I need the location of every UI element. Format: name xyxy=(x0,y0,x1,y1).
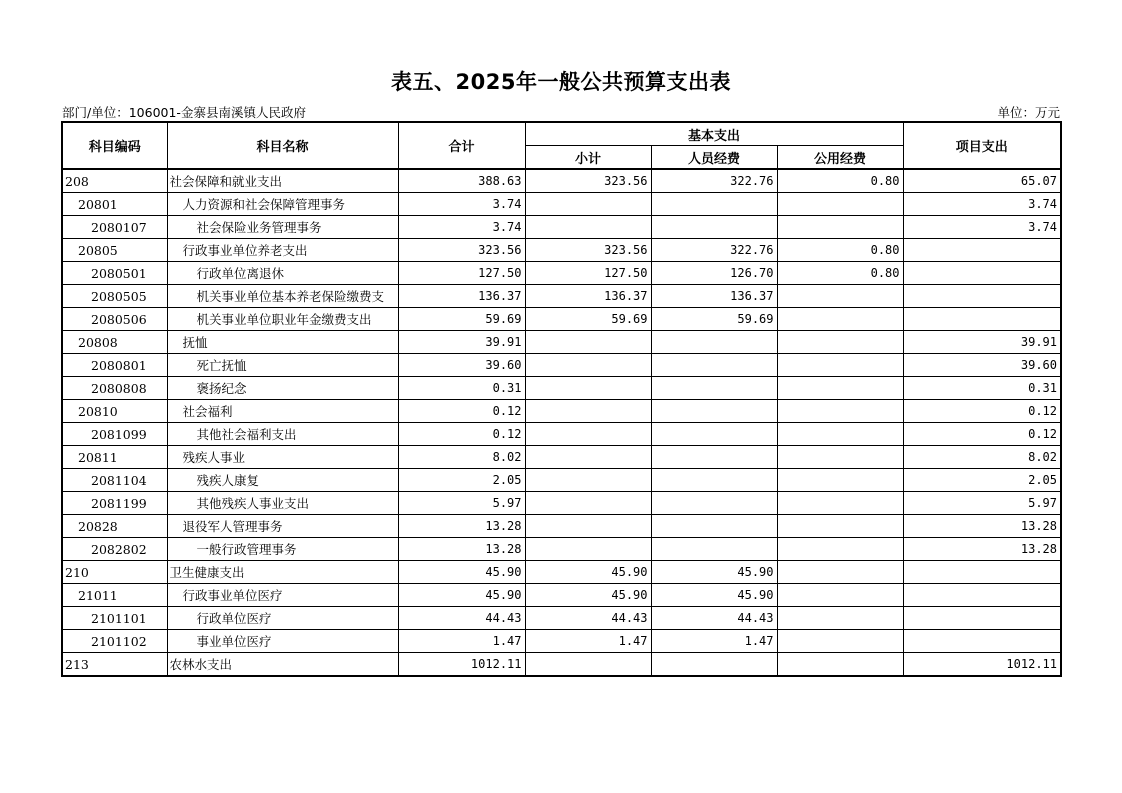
table-body xyxy=(62,169,1061,676)
unit-label: 单位：万元 xyxy=(997,105,1060,120)
cell-total: 5.97 xyxy=(398,492,525,515)
cell-personnel xyxy=(651,492,777,515)
cell-subtotal xyxy=(525,354,651,377)
table-row xyxy=(62,561,1061,584)
cell-personnel: 136.37 xyxy=(651,285,777,308)
cell-public: 0.80 xyxy=(777,262,903,285)
cell-total: 3.74 xyxy=(398,193,525,216)
cell-subtotal: 45.90 xyxy=(525,561,651,584)
cell-public xyxy=(777,515,903,538)
table-row xyxy=(62,584,1061,607)
cell-code: 2101102 xyxy=(62,630,167,653)
cell-subtotal: 59.69 xyxy=(525,308,651,331)
cell-personnel xyxy=(651,469,777,492)
table-row xyxy=(62,469,1061,492)
table-row xyxy=(62,216,1061,239)
cell-code: 2080808 xyxy=(62,377,167,400)
table-row xyxy=(62,607,1061,630)
cell-total: 3.74 xyxy=(398,216,525,239)
table-row xyxy=(62,331,1061,354)
cell-project: 3.74 xyxy=(903,193,1061,216)
cell-public xyxy=(777,377,903,400)
cell-public xyxy=(777,423,903,446)
cell-name: 残疾人事业 xyxy=(167,446,398,469)
cell-code: 20810 xyxy=(62,400,167,423)
cell-code: 2101101 xyxy=(62,607,167,630)
cell-name: 人力资源和社会保障管理事务 xyxy=(167,193,398,216)
cell-subtotal xyxy=(525,492,651,515)
cell-total: 39.91 xyxy=(398,331,525,354)
cell-subtotal xyxy=(525,400,651,423)
cell-name: 社会福利 xyxy=(167,400,398,423)
cell-public xyxy=(777,216,903,239)
cell-project xyxy=(903,308,1061,331)
cell-project xyxy=(903,239,1061,262)
cell-public xyxy=(777,285,903,308)
cell-name: 其他残疾人事业支出 xyxy=(167,492,398,515)
cell-total: 45.90 xyxy=(398,561,525,584)
table-row xyxy=(62,400,1061,423)
table-row xyxy=(62,423,1061,446)
cell-code: 2080801 xyxy=(62,354,167,377)
table-row xyxy=(62,630,1061,653)
cell-project: 8.02 xyxy=(903,446,1061,469)
cell-project: 3.74 xyxy=(903,216,1061,239)
cell-subtotal: 323.56 xyxy=(525,169,651,193)
cell-code: 2080506 xyxy=(62,308,167,331)
cell-subtotal xyxy=(525,423,651,446)
cell-total: 388.63 xyxy=(398,169,525,193)
cell-personnel xyxy=(651,538,777,561)
cell-public xyxy=(777,607,903,630)
cell-subtotal: 1.47 xyxy=(525,630,651,653)
page-title: 表五、2025年一般公共预算支出表 xyxy=(391,70,731,94)
cell-project: 1012.11 xyxy=(903,653,1061,677)
cell-personnel: 45.90 xyxy=(651,584,777,607)
table-row xyxy=(62,515,1061,538)
cell-subtotal xyxy=(525,193,651,216)
cell-subtotal: 136.37 xyxy=(525,285,651,308)
cell-name: 褒扬纪念 xyxy=(167,377,398,400)
cell-project: 2.05 xyxy=(903,469,1061,492)
table-row xyxy=(62,354,1061,377)
cell-total: 8.02 xyxy=(398,446,525,469)
cell-personnel xyxy=(651,377,777,400)
cell-code: 2081104 xyxy=(62,469,167,492)
cell-subtotal xyxy=(525,515,651,538)
cell-total: 2.05 xyxy=(398,469,525,492)
cell-personnel: 322.76 xyxy=(651,239,777,262)
cell-project: 0.12 xyxy=(903,400,1061,423)
cell-public xyxy=(777,308,903,331)
cell-project xyxy=(903,262,1061,285)
cell-name: 行政事业单位养老支出 xyxy=(167,239,398,262)
cell-project: 5.97 xyxy=(903,492,1061,515)
cell-public: 0.80 xyxy=(777,239,903,262)
cell-subtotal xyxy=(525,469,651,492)
cell-public xyxy=(777,354,903,377)
cell-total: 1012.11 xyxy=(398,653,525,677)
cell-total: 1.47 xyxy=(398,630,525,653)
cell-public xyxy=(777,538,903,561)
cell-personnel xyxy=(651,331,777,354)
cell-public xyxy=(777,446,903,469)
cell-name: 退役军人管理事务 xyxy=(167,515,398,538)
header-total: 合计 xyxy=(398,122,525,169)
table-row xyxy=(62,308,1061,331)
table-row xyxy=(62,446,1061,469)
cell-subtotal: 323.56 xyxy=(525,239,651,262)
header-name: 科目名称 xyxy=(167,122,398,169)
cell-code: 2081099 xyxy=(62,423,167,446)
cell-personnel: 45.90 xyxy=(651,561,777,584)
header-subtotal: 小计 xyxy=(525,146,651,170)
cell-code: 21011 xyxy=(62,584,167,607)
cell-personnel: 126.70 xyxy=(651,262,777,285)
cell-code: 20808 xyxy=(62,331,167,354)
cell-name: 行政单位离退休 xyxy=(167,262,398,285)
cell-public xyxy=(777,400,903,423)
cell-total: 0.12 xyxy=(398,400,525,423)
department-label: 部门/单位：106001-金寨县南溪镇人民政府 xyxy=(62,105,306,120)
cell-project: 39.91 xyxy=(903,331,1061,354)
cell-total: 127.50 xyxy=(398,262,525,285)
cell-public xyxy=(777,561,903,584)
cell-personnel xyxy=(651,423,777,446)
cell-total: 45.90 xyxy=(398,584,525,607)
cell-personnel: 44.43 xyxy=(651,607,777,630)
cell-project xyxy=(903,584,1061,607)
cell-public xyxy=(777,653,903,677)
cell-subtotal: 45.90 xyxy=(525,584,651,607)
cell-name: 其他社会福利支出 xyxy=(167,423,398,446)
cell-code: 2080505 xyxy=(62,285,167,308)
cell-public xyxy=(777,193,903,216)
cell-name: 行政单位医疗 xyxy=(167,607,398,630)
cell-code: 2082802 xyxy=(62,538,167,561)
cell-code: 20828 xyxy=(62,515,167,538)
cell-project xyxy=(903,561,1061,584)
cell-name: 抚恤 xyxy=(167,331,398,354)
cell-project xyxy=(903,285,1061,308)
cell-personnel: 322.76 xyxy=(651,169,777,193)
cell-subtotal xyxy=(525,653,651,677)
cell-name: 残疾人康复 xyxy=(167,469,398,492)
cell-public xyxy=(777,492,903,515)
header-basic: 基本支出 xyxy=(525,122,903,146)
header-project: 项目支出 xyxy=(903,122,1061,169)
cell-subtotal xyxy=(525,331,651,354)
cell-total: 59.69 xyxy=(398,308,525,331)
cell-name: 卫生健康支出 xyxy=(167,561,398,584)
table-row xyxy=(62,653,1061,677)
cell-project: 13.28 xyxy=(903,538,1061,561)
cell-public xyxy=(777,584,903,607)
cell-personnel xyxy=(651,400,777,423)
cell-personnel: 59.69 xyxy=(651,308,777,331)
table-row xyxy=(62,377,1061,400)
cell-total: 136.37 xyxy=(398,285,525,308)
cell-project xyxy=(903,630,1061,653)
header-personnel: 人员经费 xyxy=(651,146,777,170)
cell-name: 社会保险业务管理事务 xyxy=(167,216,398,239)
cell-public xyxy=(777,331,903,354)
cell-code: 208 xyxy=(62,169,167,193)
cell-public xyxy=(777,630,903,653)
cell-name: 一般行政管理事务 xyxy=(167,538,398,561)
cell-code: 2081199 xyxy=(62,492,167,515)
cell-subtotal xyxy=(525,216,651,239)
budget-table xyxy=(61,121,1062,677)
cell-total: 44.43 xyxy=(398,607,525,630)
cell-code: 2080107 xyxy=(62,216,167,239)
cell-personnel xyxy=(651,193,777,216)
cell-name: 行政事业单位医疗 xyxy=(167,584,398,607)
cell-project: 0.31 xyxy=(903,377,1061,400)
cell-name: 机关事业单位基本养老保险缴费支 xyxy=(167,285,398,308)
table-row xyxy=(62,492,1061,515)
cell-code: 213 xyxy=(62,653,167,677)
table-row xyxy=(62,239,1061,262)
table-row xyxy=(62,193,1061,216)
cell-project xyxy=(903,607,1061,630)
cell-project: 13.28 xyxy=(903,515,1061,538)
cell-code: 20805 xyxy=(62,239,167,262)
cell-subtotal: 127.50 xyxy=(525,262,651,285)
cell-total: 0.31 xyxy=(398,377,525,400)
cell-code: 20801 xyxy=(62,193,167,216)
cell-personnel xyxy=(651,354,777,377)
table-row xyxy=(62,538,1061,561)
cell-project: 39.60 xyxy=(903,354,1061,377)
cell-code: 210 xyxy=(62,561,167,584)
header-code: 科目编码 xyxy=(62,122,167,169)
cell-subtotal xyxy=(525,446,651,469)
cell-name: 农林水支出 xyxy=(167,653,398,677)
cell-subtotal: 44.43 xyxy=(525,607,651,630)
cell-project: 0.12 xyxy=(903,423,1061,446)
cell-personnel xyxy=(651,515,777,538)
table-row xyxy=(62,169,1061,193)
table-header xyxy=(62,122,1061,169)
table-row xyxy=(62,285,1061,308)
cell-name: 社会保障和就业支出 xyxy=(167,169,398,193)
cell-personnel xyxy=(651,216,777,239)
cell-total: 39.60 xyxy=(398,354,525,377)
cell-total: 323.56 xyxy=(398,239,525,262)
cell-name: 事业单位医疗 xyxy=(167,630,398,653)
cell-total: 0.12 xyxy=(398,423,525,446)
cell-name: 死亡抚恤 xyxy=(167,354,398,377)
cell-public xyxy=(777,469,903,492)
cell-personnel: 1.47 xyxy=(651,630,777,653)
cell-total: 13.28 xyxy=(398,515,525,538)
cell-public: 0.80 xyxy=(777,169,903,193)
cell-total: 13.28 xyxy=(398,538,525,561)
cell-name: 机关事业单位职业年金缴费支出 xyxy=(167,308,398,331)
cell-subtotal xyxy=(525,538,651,561)
table-row xyxy=(62,262,1061,285)
cell-project: 65.07 xyxy=(903,169,1061,193)
cell-code: 20811 xyxy=(62,446,167,469)
header-public: 公用经费 xyxy=(777,146,903,170)
cell-code: 2080501 xyxy=(62,262,167,285)
cell-subtotal xyxy=(525,377,651,400)
cell-personnel xyxy=(651,446,777,469)
cell-personnel xyxy=(651,653,777,677)
